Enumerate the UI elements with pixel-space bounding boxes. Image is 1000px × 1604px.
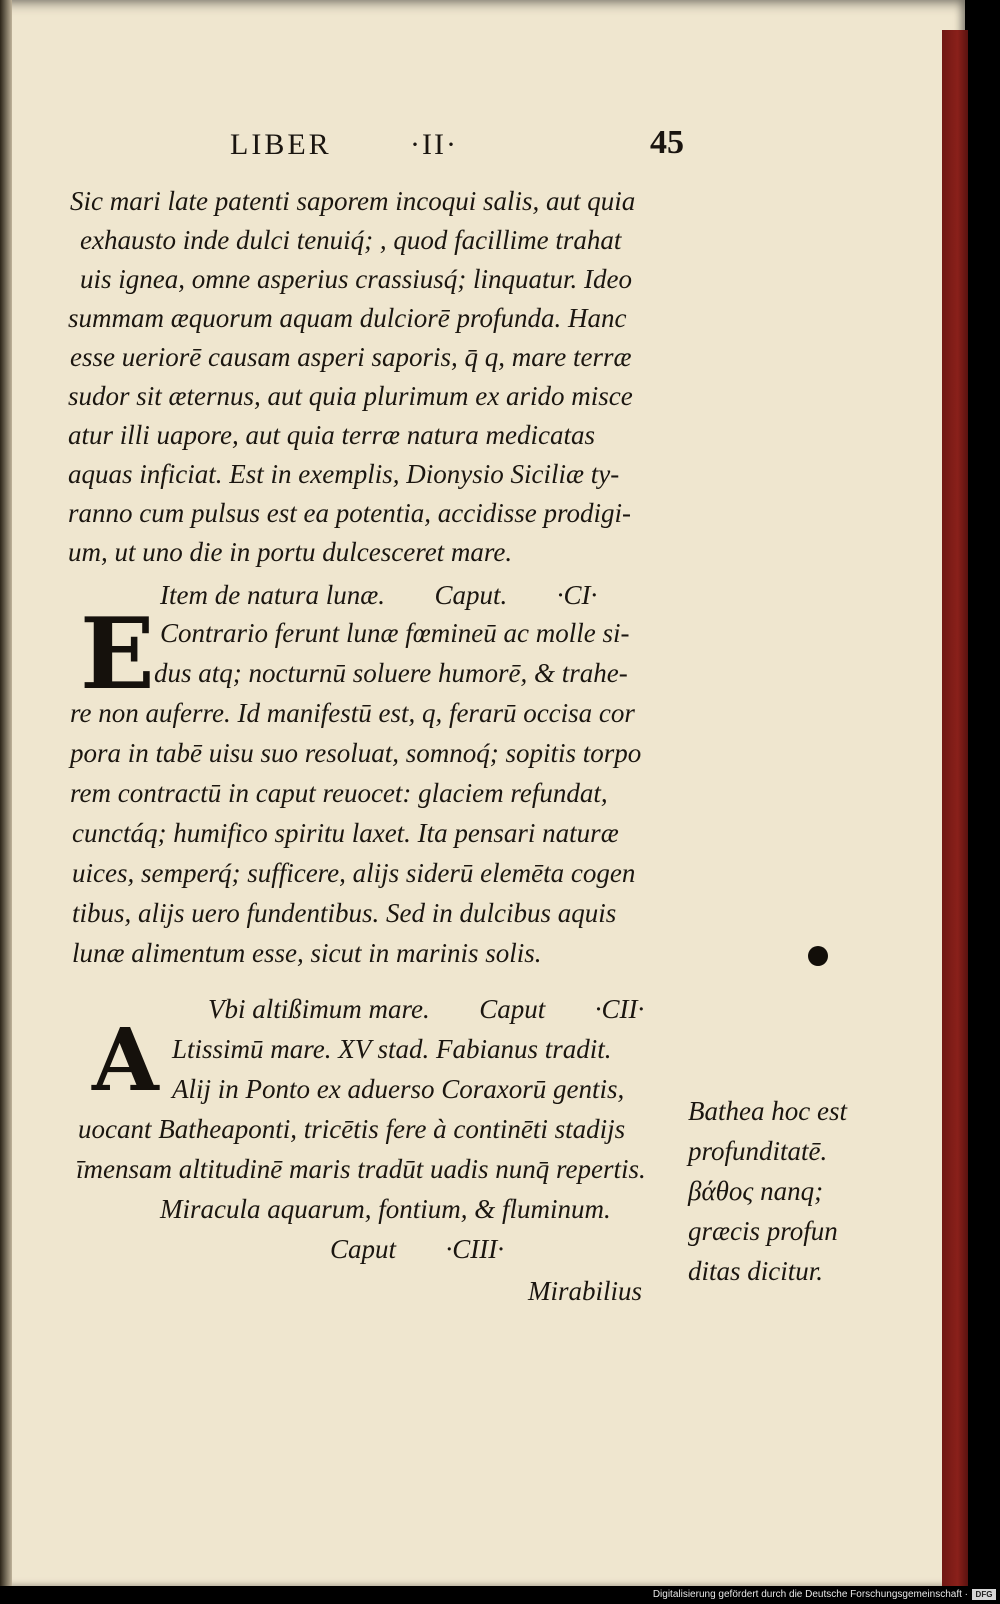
chapter-caput: Caput	[479, 994, 546, 1024]
body-line: Alij in Ponto ex aduerso Coraxorū gentis,	[172, 1074, 625, 1104]
red-page-edge	[942, 30, 968, 1586]
chapter-heading-ciii: Miracula aquarum, fontium, & fluminum.	[160, 1194, 611, 1224]
body-line: uocant Batheaponti, tricētis fere à continēti stadijs	[78, 1114, 626, 1144]
chapter-caput: Caput.	[434, 580, 508, 610]
running-title: LIBER	[230, 128, 332, 161]
chapter-heading-ci	[160, 580, 597, 611]
body-line: re non auferre. Id manifestū est, q, ferarū occisa cor	[70, 698, 635, 728]
chapter-title: Vbi altißimum mare.	[208, 994, 430, 1024]
page-gutter-shadow	[0, 0, 12, 1586]
catchword: Mirabilius	[528, 1276, 643, 1306]
chapter-number: ·CI·	[556, 580, 598, 610]
body-line: Contrario ferunt lunæ fœmineū ac molle si-	[160, 618, 630, 648]
body-line: uices, semperq́; sufficere, alijs siderū elemēta cogen	[72, 858, 636, 888]
drop-cap-e: E	[80, 597, 155, 712]
footer-credit: Digitalisierung gefördert durch die Deutsche Forschungsgemeinschaft ·	[652, 1589, 968, 1600]
body-line: cunctáq; humifico spiritu laxet. Ita pensari naturæ	[72, 818, 619, 848]
chapter-caput: Caput	[330, 1234, 397, 1264]
chapter-heading-cii	[208, 994, 644, 1025]
chapter-number: ·CII·	[594, 994, 645, 1024]
footer-bar	[0, 1586, 1000, 1604]
marginal-line: ditas dicitur.	[688, 1256, 824, 1286]
body-line: Ltissimū mare. XV stad. Fabianus tradit.	[172, 1034, 612, 1064]
marginal-line: Bathea hoc est	[688, 1096, 847, 1126]
body-line: ranno cum pulsus est ea potentia, accidisse prodigi-	[68, 498, 631, 528]
drop-cap-a: A	[92, 1010, 159, 1111]
marginal-note	[688, 0, 878, 1300]
body-line: sudor sit æternus, aut quia plurimum ex arido misce	[68, 381, 633, 411]
marginal-line: græcis profun	[688, 1216, 838, 1246]
body-line: exhausto inde dulci tenuiq́; , quod facillime trahat	[80, 225, 622, 255]
marginal-line: profunditatē.	[688, 1136, 828, 1166]
book-number: ·II·	[410, 128, 458, 161]
body-line: summam æquorum aquam dulciorē profunda. Hanc	[68, 303, 627, 333]
body-line: Sic mari late patenti saporem incoqui salis, aut quia	[70, 186, 636, 216]
body-line: atur illi uapore, aut quia terræ natura medicatas	[68, 420, 596, 450]
chapter-caput-ciii	[330, 1234, 504, 1265]
body-line: aquas inficiat. Est in exemplis, Dionysio Siciliæ ty-	[68, 459, 620, 489]
body-line: uis ignea, omne asperius crassiusq́; linquatur. Ideo	[80, 264, 632, 294]
folio-number: 45	[650, 124, 684, 161]
body-line: um, ut uno die in portu dulcesceret mare.	[68, 537, 513, 567]
chapter-number: ·CIII·	[445, 1234, 504, 1264]
body-line: īmensam altitudinē maris tradūt uadis nunq̄ repertis.	[76, 1154, 646, 1184]
body-line: tibus, alijs uero fundentibus. Sed in dulcibus aquis	[72, 898, 617, 928]
ink-dot	[808, 946, 828, 966]
dfg-logo: DFG	[972, 1589, 996, 1600]
body-line: rem contractū in caput reuocet: glaciem refundat,	[70, 778, 608, 808]
body-line: dus atq; nocturnū soluere humorē, & trahe-	[154, 658, 628, 688]
main-text-block	[68, 0, 700, 1306]
chapter-title: Item de natura lunæ.	[160, 580, 385, 610]
body-line: lunæ alimentum esse, sicut in marinis solis.	[72, 938, 542, 968]
body-line: pora in tabē uisu suo resoluat, somnoq́; sopitis torpo	[70, 738, 642, 768]
marginal-line: βάθος nanq;	[688, 1176, 824, 1206]
body-line: esse ueriorē causam asperi saporis, q̄ q, mare terræ	[70, 342, 632, 372]
